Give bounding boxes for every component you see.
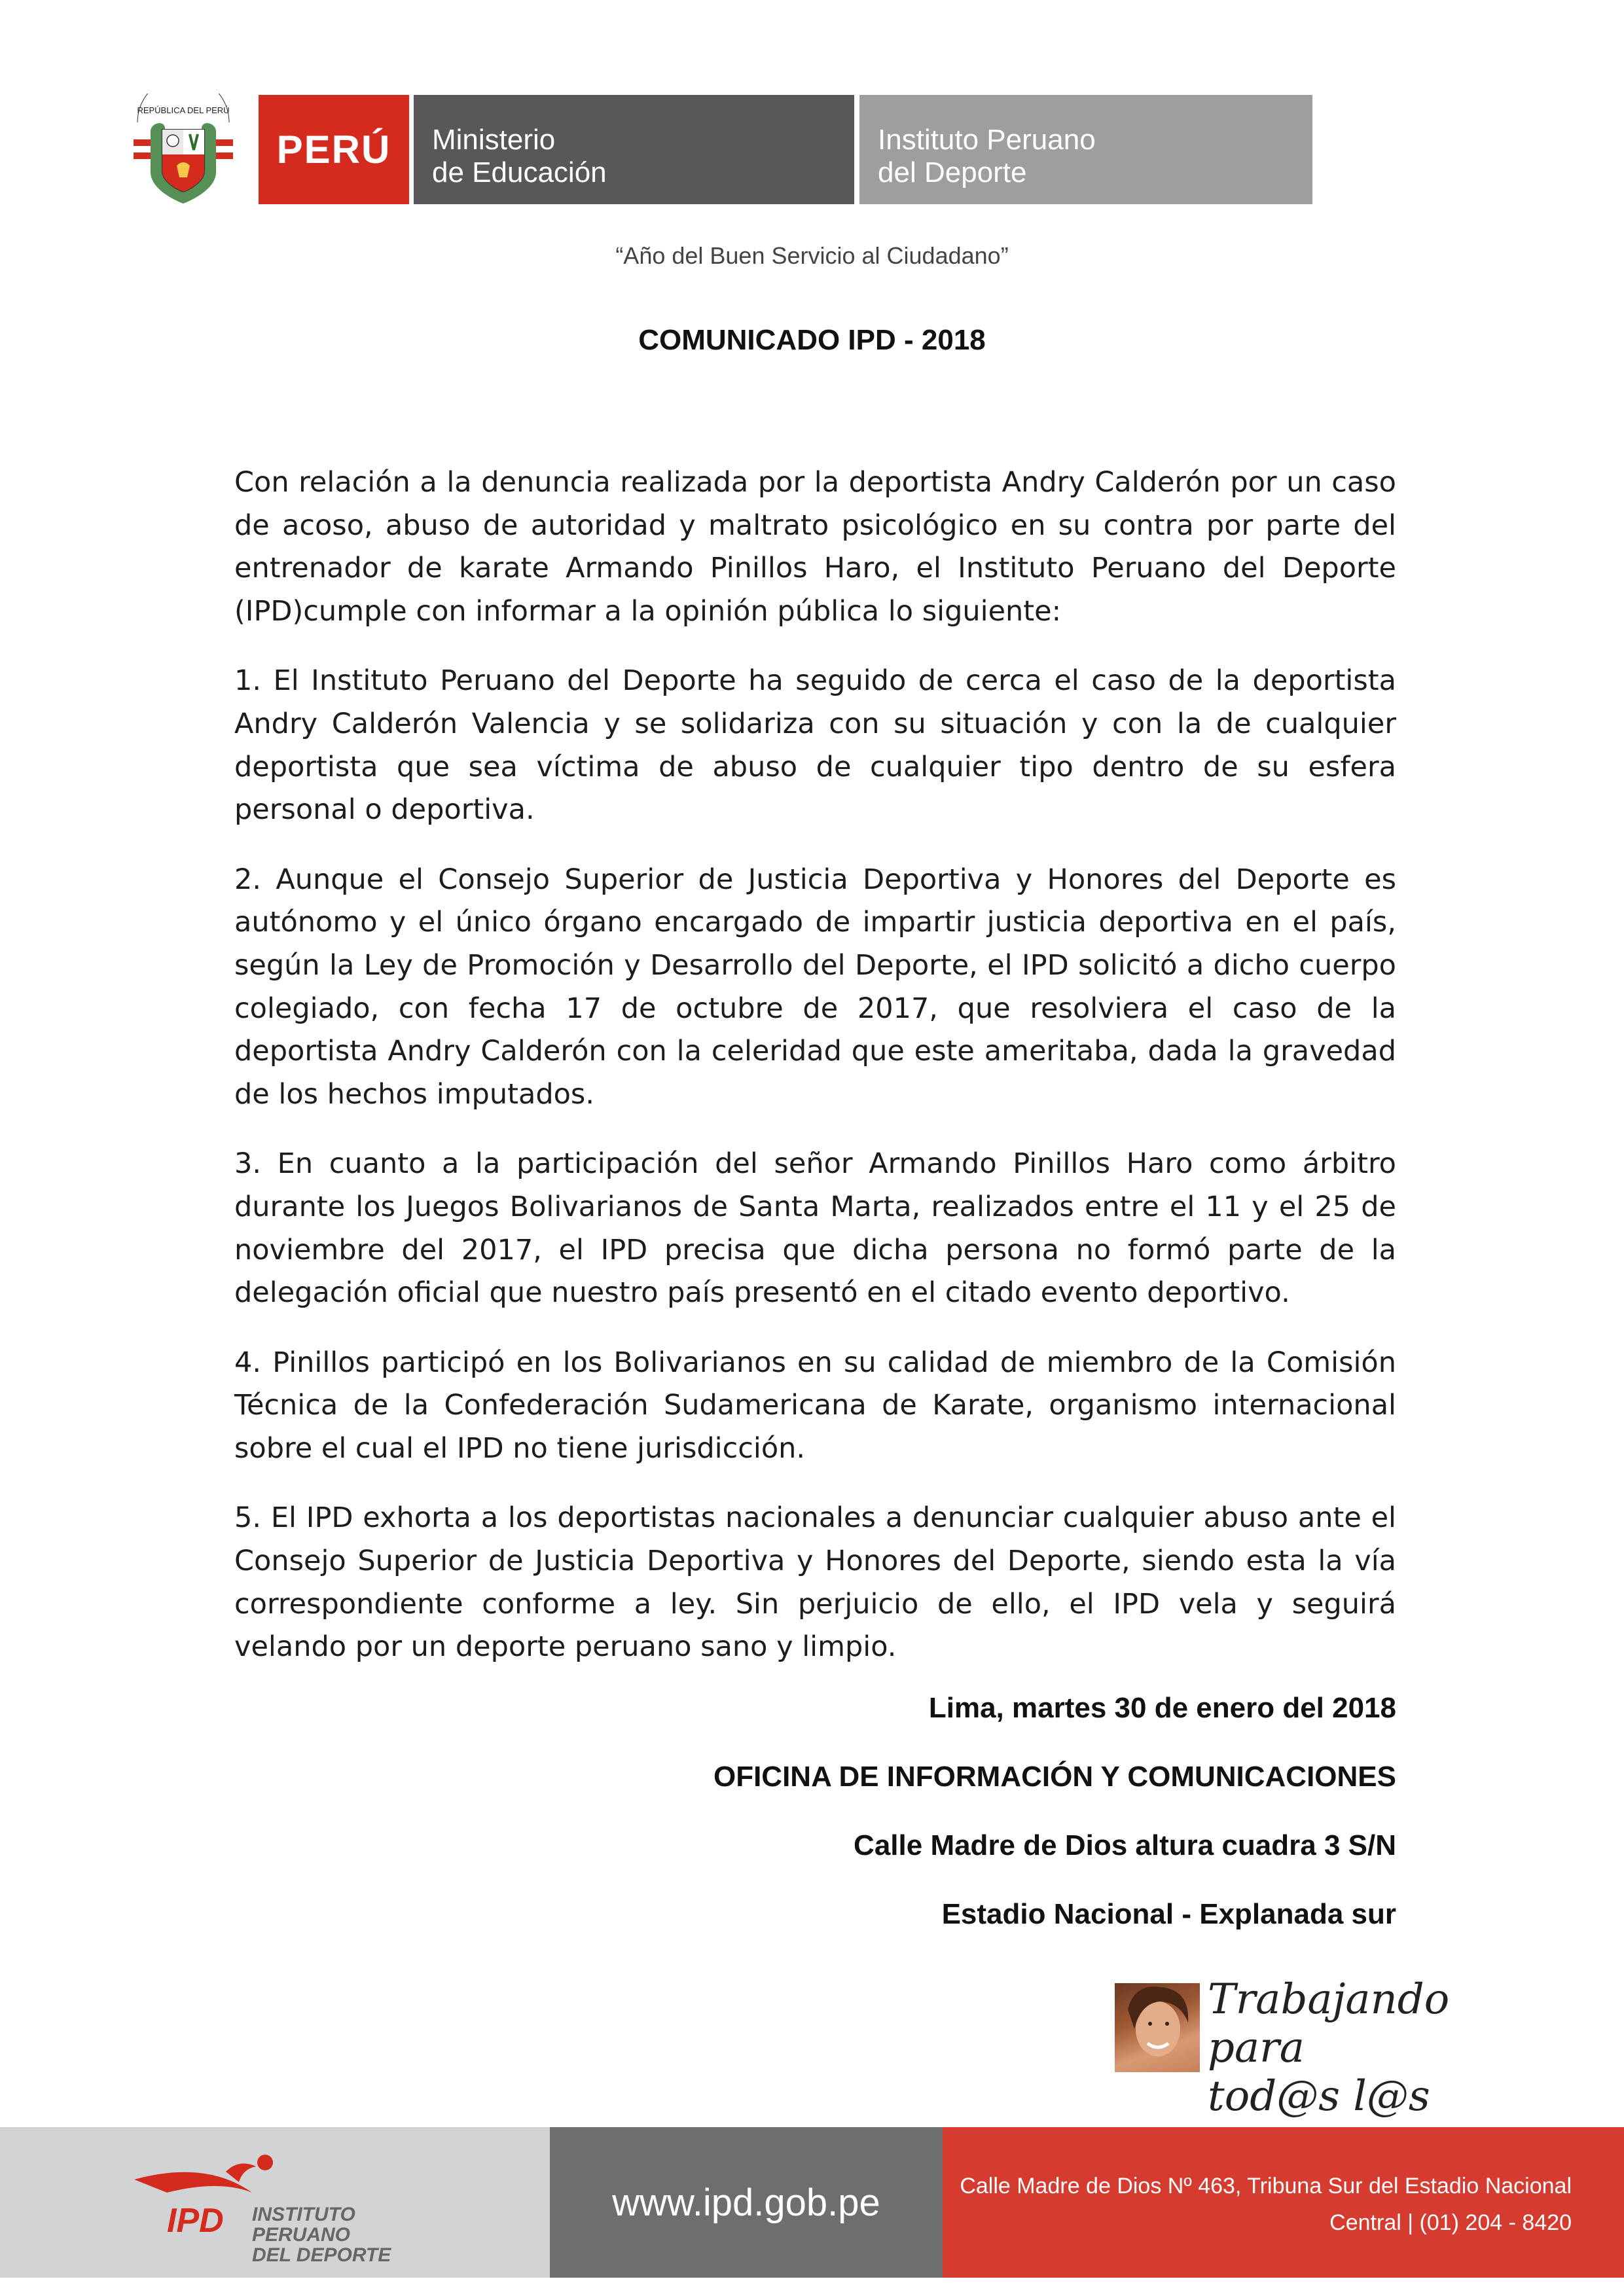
intro-paragraph: Con relación a la denuncia realizada por la deportista Andry Calderón por un caso de acoso, abuso de autoridad y maltrato psicológico en su contra por parte del entrenador de karate Armando Pinillos Haro, el Instituto Peruano del Deporte (IPD)cumple con informar a la opinión pública lo siguiente:: [234, 466, 1396, 628]
slogan-portrait-image: [1115, 1983, 1200, 2072]
footer-contact-panel: [943, 2127, 1624, 2278]
ipd-logo-line-3: DEL DEPORTE: [252, 2244, 391, 2266]
institute-line-2: del Deporte: [878, 156, 1027, 188]
signature-location: Estadio Nacional - Explanada sur: [941, 1898, 1396, 1930]
ipd-logo-line-2: PERUANO: [252, 2224, 351, 2246]
signature-address: Calle Madre de Dios altura cuadra 3 S/N: [854, 1829, 1396, 1861]
point-3-paragraph: 3. En cuanto a la participación del señor Armando Pinillos Haro como árbitro durante los Juegos Bolivarianos de Santa Marta, realizados entre el 11 y el 25 de noviembre del 2017, el IPD precisa que dicha persona no formó parte de la delegación oficial que nuestro país presentó en el citado evento deportivo.: [234, 1147, 1396, 1310]
ministry-line-1: Ministerio: [432, 124, 556, 156]
ministry-line-2: de Educación: [432, 156, 607, 188]
website-link[interactable]: www.ipd.gob.pe: [612, 2181, 880, 2224]
communique-body: [234, 461, 1396, 1696]
ipd-logo-abbr: IPD: [167, 2202, 224, 2240]
letterhead: [124, 95, 1312, 204]
point-5-paragraph: 5. El IPD exhorta a los deportistas nacionales a denunciar cualquier abuso ante el Consejo Superior de Justicia Deportiva y Honores del Deporte, siendo esta la vía correspondiente conforme a ley. Sin perjuicio de ello, el IPD vela y seguirá velando por un deporte peruano sano y limpio.: [234, 1501, 1396, 1664]
peru-label: PERÚ: [276, 128, 391, 171]
institute-block: [859, 95, 1312, 204]
point-2-paragraph: 2. Aunque el Consejo Superior de Justicia Deportiva y Honores del Deporte es autónomo y el único órgano encargado de impartir justicia deportiva en el país, según la Ley de Promoción y Desarrollo del Deporte, el IPD solicitó a dicho cuerpo colegiado, con fecha 17 de octubre de 2017, que resolviera el caso de la deportista Andry Calderón con la celeridad que este ameritaba, dada la gravedad de los hechos imputados.: [234, 863, 1396, 1111]
ministry-block: [414, 95, 854, 204]
signature-office: OFICINA DE INFORMACIÓN Y COMUNICACIONES: [713, 1761, 1396, 1793]
footer-website-panel: [550, 2127, 943, 2278]
peru-brand-block: [259, 95, 409, 204]
ipd-logo-line-1: INSTITUTO: [252, 2204, 355, 2225]
footer-phone: Central | (01) 204 - 8420: [1329, 2210, 1572, 2235]
ipd-logo-wordmark: [252, 2204, 391, 2265]
slogan-line-2: tod@s l@s: [1208, 2072, 1430, 2121]
year-motto: “Año del Buen Servicio al Ciudadano”: [615, 242, 1009, 269]
point-4-paragraph: 4. Pinillos participó en los Bolivarianos en su calidad de miembro de la Comisión Técnica de la Confederación Sudamericana de Karate, organismo internacional sobre el cual el IPD no tiene jurisdicción.: [234, 1346, 1396, 1465]
point-1-paragraph: 1. El Instituto Peruano del Deporte ha seguido de cerca el caso de la deportista Andry Calderón Valencia y se solidariza con su situación y con la de cualquier deportista que sea víctima de abuso de cualquier tipo dentro de su esfera personal o deportiva.: [234, 664, 1396, 827]
footer-address: Calle Madre de Dios Nº 463, Tribuna Sur del Estadio Nacional: [960, 2174, 1572, 2198]
footer-logo-panel: [0, 2127, 550, 2278]
footer: [0, 2127, 1624, 2278]
crest-caption: REPÚBLICA DEL PERÚ: [137, 105, 230, 115]
institute-line-1: Instituto Peruano: [878, 124, 1096, 156]
slogan-line-1: Trabajando para: [1208, 1975, 1450, 2072]
signature-date: Lima, martes 30 de enero del 2018: [928, 1692, 1396, 1724]
peru-coat-of-arms-icon: [124, 94, 242, 205]
portrait-face-icon: [1115, 1983, 1200, 2072]
document-title: COMUNICADO IPD - 2018: [638, 324, 986, 356]
